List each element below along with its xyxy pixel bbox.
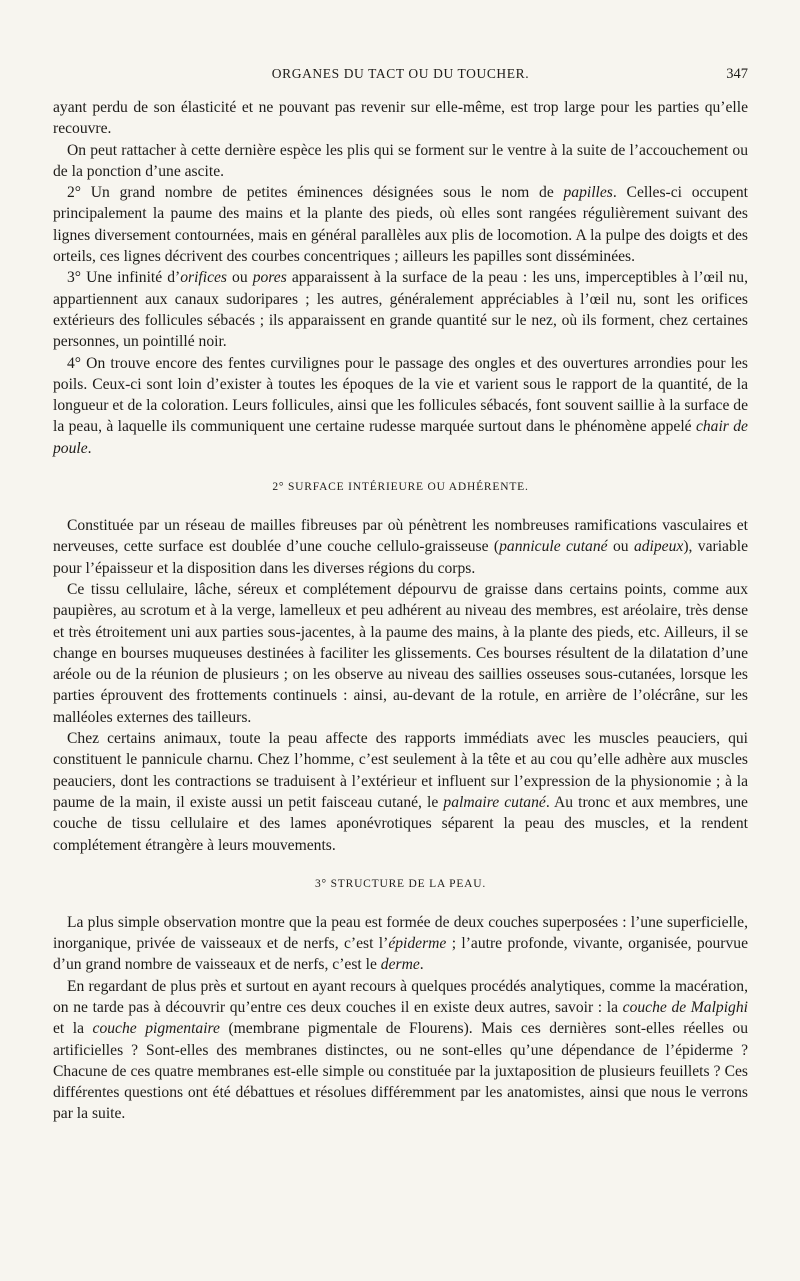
text-run: . Au tronc et aux membres, une couche de tissu cellulaire et des lames aponévrotiques séparent la peau des muscles, et la rendent complétement étrangère à leurs mouvements. xyxy=(53,793,748,854)
paragraph-tissu-cellulaire xyxy=(53,579,748,728)
text-run: . xyxy=(87,439,92,457)
running-header xyxy=(53,66,748,86)
text-run: ), variable pour l’épaisseur et la disposition dans les diverses régions du corps. xyxy=(53,538,748,577)
text-run: ayant perdu de son élasticité et ne pouvant pas revenir sur elle-même, est trop large pour les parties qu’elle recouvre. xyxy=(53,99,748,138)
italic-term: palmaire cutané xyxy=(443,793,546,811)
text-run: (membrane pigmentale de Flourens). Mais ces dernières sont-elles réelles ou artificielles ? Sont-elles des membranes distinctes, ou ne sont-elles qu’une dépendance de l’épiderme ? Chacune de ces quatre membranes est-elle simple ou constituée par la juxtaposition de plusieurs feuillets ? Ces différentes questions ont été débattues et résolues différemment par les anatomistes, ainsi que nous le verrons par la suite. xyxy=(53,1020,748,1123)
text-run: Chez certains animaux, toute la peau affecte des rapports immédiats avec les muscles peauciers, qui constituent le pannicule charnu. Chez l’homme, c’est seulement à la tête et au cou qu’elle adhère aux muscles peauciers, dont les contractions se traduisent à l’extérieur et influent sur l’expression de la physionomie ; à la paume de la main, il existe aussi un petit faisceau cutané, le xyxy=(53,730,748,811)
text-run: 3° Une infinité d’ xyxy=(67,269,181,287)
italic-term: épiderme xyxy=(388,935,447,953)
italic-term: papilles xyxy=(563,184,613,202)
italic-term: couche de Malpighi xyxy=(622,998,748,1016)
paragraph-observation xyxy=(53,912,748,976)
page-body xyxy=(53,97,748,1125)
paragraph-orifices xyxy=(53,267,748,352)
text-run: Constituée par un réseau de mailles fibreuses par où pénètrent les nombreuses ramifications vasculaires et nerveuses, cette surface est doublée d’une couche cellulo-graisseuse ( xyxy=(53,517,748,556)
paragraph-animaux xyxy=(53,728,748,856)
italic-term: chair de poule xyxy=(53,418,748,457)
text-run: 4° On trouve encore des fentes curvilignes pour le passage des ongles et des ouvertures arrondies pour les poils. Ceux-ci sont loin d’exister à toutes les époques de la vie et varient sous le rapport de la quantité, de la longueur et de la coloration. Leurs follicules, ainsi que les follicules sébacés, font souvent saillie à la surface de la peau, à laquelle ils communiquent une certaine rudesse marquée surtout dans le phénomène appelé xyxy=(53,354,748,436)
paragraph-maceration xyxy=(53,976,748,1125)
italic-term: derme xyxy=(380,956,420,974)
paragraph-plis xyxy=(53,140,748,183)
page-number: 347 xyxy=(726,66,748,82)
text-run: ou xyxy=(226,269,253,287)
paragraph-papilles xyxy=(53,182,748,267)
text-run: et la xyxy=(53,1020,93,1038)
text-run: La plus simple observation montre que la peau est formée de deux couches superposées : l’une superficielle, inorganique, privée de vaisseaux et de nerfs, c’est l’ xyxy=(53,913,748,953)
paragraph-fentes xyxy=(53,353,748,459)
text-run: En regardant de plus près et surtout en ayant recours à quelques procédés analytiques, comme la macération, on ne tarde pas à découvrir qu’entre ces deux couches il en existe deux autres, savoir : la xyxy=(53,977,748,1016)
text-run: . xyxy=(419,956,424,974)
text-run: 2° Un grand nombre de petites éminences désignées sous le nom de xyxy=(67,184,564,202)
italic-term: couche pigmentaire xyxy=(92,1020,220,1038)
paragraph-continuation xyxy=(53,97,748,140)
text-run: On peut rattacher à cette dernière espèce les plis qui se forment sur le ventre à la suite de l’accouchement ou de la ponction d’une ascite. xyxy=(53,141,748,180)
text-run: . Celles-ci occupent principalement la paume des mains et la plante des pieds, où elles sont rangées régulièrement suivant des lignes diversement contournées, mais en général parallèles aux plis de locomotion. A la pulpe des doigts et des orteils, ces lignes décrivent des courbes concentriques ; ailleurs les papilles sont disséminées. xyxy=(53,184,748,266)
italic-term: pannicule cutané xyxy=(499,538,608,556)
italic-term: orifices xyxy=(180,269,227,287)
text-run: apparaissent à la surface de la peau : les uns, imperceptibles à l’œil nu, appartiennent aux canaux sudoripares ; les autres, généralement appréciables à l’œil nu, sont les orifices extérieurs des follicules sébacés ; ils apparaissent en grande quantité sur le nez, où ils forment, chez certaines personnes, un pointillé noir. xyxy=(53,269,749,351)
text-run: ; l’autre profonde, vivante, organisée, pourvue d’un grand nombre de vaisseaux et de nerfs, c’est le xyxy=(53,935,748,974)
text-run: Ce tissu cellulaire, lâche, séreux et complétement dépourvu de graisse dans certains points, comme aux paupières, au scrotum et à la verge, lamelleux et peu adhérent au niveau des membres, est aréolaire, très dense et très étroitement uni aux parties sous-jacentes, à la paume des mains, à la plante des pieds, etc. Ailleurs, il se change en bourses muqueuses destinées à faciliter les glissements. Ces bourses résultent de la dilatation d’une aréole ou de la réunion de plusieurs ; on les observe au niveau des saillies osseuses sous-cutanées, lorsque les parties éprouvent des frottements continuels : ainsi, au-devant de la rotule, en arrière de l’olécrâne, sur les malléoles externes des tailleurs. xyxy=(53,580,748,726)
section-heading-surface-interieure: 2° SURFACE INTÉRIEURE OU ADHÉRENTE. xyxy=(272,481,529,494)
running-title: ORGANES DU TACT OU DU TOUCHER. xyxy=(271,66,530,81)
text-run: ou xyxy=(607,538,634,556)
section-heading-structure: 3° STRUCTURE DE LA PEAU. xyxy=(314,877,487,890)
paragraph-reseau xyxy=(53,515,748,579)
italic-term: pores xyxy=(252,269,287,287)
italic-term: adipeux xyxy=(633,538,684,556)
